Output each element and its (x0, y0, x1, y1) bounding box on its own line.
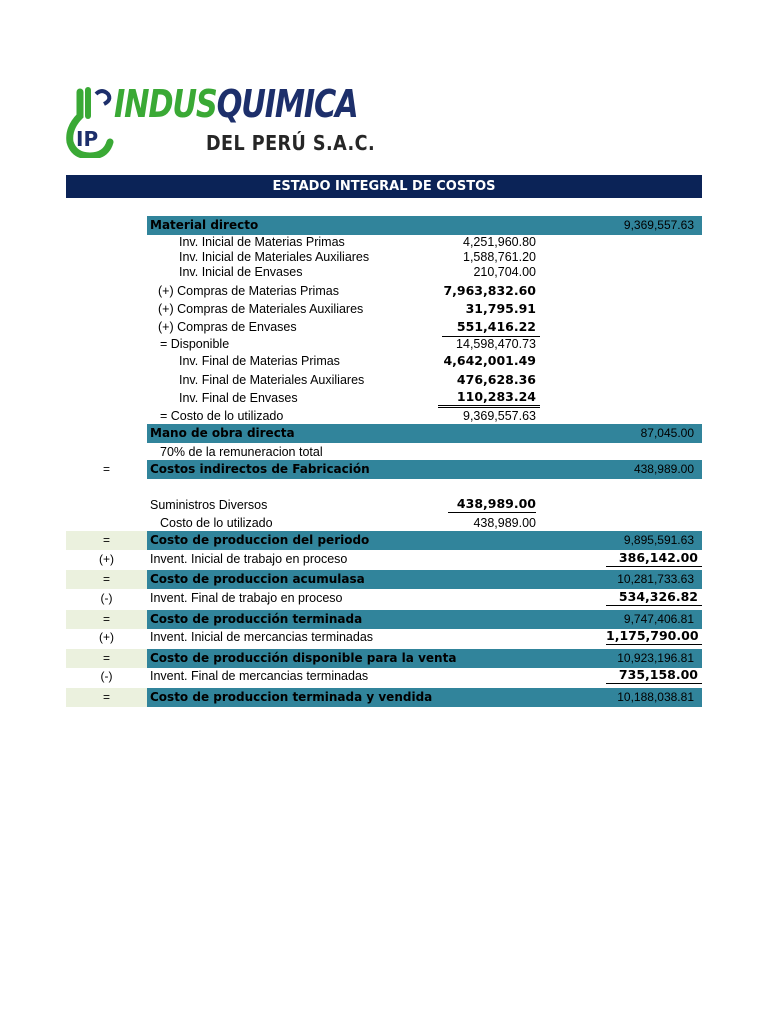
row-label: Invent. Inicial de mercancias terminadas (150, 630, 374, 644)
row-sign: (+) (99, 552, 114, 566)
row-label: Inv. Final de Materias Primas (179, 354, 340, 368)
section-label: Costo de producción terminada (150, 612, 363, 626)
logo-subtitle: DEL PERÚ S.A.C. (206, 131, 376, 155)
row-value: 31,795.91 (465, 301, 536, 316)
row-sign: = (102, 462, 110, 476)
row-value: 9,369,557.63 (463, 409, 536, 423)
row-sign: = (66, 570, 147, 589)
flask-monogram-icon (64, 86, 114, 158)
section-total: 10,923,196.81 (617, 651, 694, 665)
company-logo (64, 82, 376, 160)
section-mano-obra (147, 424, 702, 443)
section-costo-terminada (147, 610, 702, 629)
section-costo-acumulado (147, 570, 702, 589)
row-value: 476,628.36 (456, 372, 536, 387)
section-material-directo (147, 216, 702, 235)
row-value: 438,989.00 (473, 516, 536, 530)
row-value: 735,158.00 (606, 667, 702, 684)
row-value: 534,326.82 (606, 589, 702, 606)
section-label: Costo de producción disponible para la venta (150, 651, 457, 665)
row-value: 4,251,960.80 (463, 235, 536, 249)
logo-indus: INDUS (114, 82, 217, 126)
row-sign: (-) (100, 591, 113, 605)
row-value: 551,416.22 (456, 319, 536, 334)
section-total: 9,369,557.63 (623, 218, 694, 232)
report-title: ESTADO INTEGRAL DE COSTOS (66, 175, 702, 198)
row-label: = Costo de lo utilizado (160, 409, 284, 423)
row-value: 110,283.24 (438, 389, 540, 408)
row-sign: (-) (100, 669, 113, 683)
row-value: 14,598,470.73 (456, 337, 536, 351)
section-costo-periodo (147, 531, 702, 550)
section-total: 438,989.00 (633, 462, 694, 476)
row-sign: = (66, 688, 147, 707)
section-cif (147, 460, 702, 479)
row-label: Inv. Inicial de Envases (179, 265, 303, 279)
row-label: Inv. Inicial de Materias Primas (179, 235, 345, 249)
section-total: 9,747,406.81 (623, 612, 694, 626)
row-label: (+) Compras de Materias Primas (158, 284, 339, 298)
logo-quimica: QUIMICA (216, 82, 358, 126)
row-label: Invent. Inicial de trabajo en proceso (150, 552, 348, 566)
row-label: = Disponible (160, 337, 230, 351)
logo-wordmark (114, 82, 357, 126)
section-label: Material directo (150, 218, 259, 232)
row-value: 1,588,761.20 (463, 250, 536, 264)
row-value: 438,989.00 (448, 496, 536, 513)
row-value: 4,642,001.49 (443, 353, 536, 368)
row-value: 210,704.00 (473, 265, 536, 279)
row-sign: = (66, 531, 147, 550)
row-label: Inv. Final de Materiales Auxiliares (179, 373, 365, 387)
row-value: 1,175,790.00 (606, 628, 702, 645)
section-total: 87,045.00 (640, 426, 694, 440)
row-label: Inv. Final de Envases (179, 391, 298, 405)
section-label: Mano de obra directa (150, 426, 295, 440)
row-sign: = (66, 649, 147, 668)
section-label: Costo de produccion terminada y vendida (150, 690, 433, 704)
row-label: (+) Compras de Materiales Auxiliares (158, 302, 364, 316)
row-sign: (+) (99, 630, 114, 644)
section-label: Costos indirectos de Fabricación (150, 462, 370, 476)
row-label: Costo de lo utilizado (160, 516, 273, 530)
section-total: 9,895,591.63 (623, 533, 694, 547)
row-label: (+) Compras de Envases (158, 320, 297, 334)
section-label: Costo de produccion del periodo (150, 533, 370, 547)
row-note: 70% de la remuneracion total (160, 445, 323, 459)
row-value: 7,963,832.60 (443, 283, 536, 298)
section-label: Costo de produccion acumulasa (150, 572, 365, 586)
section-costo-vendida (147, 688, 702, 707)
row-label: Suministros Diversos (150, 498, 268, 512)
section-total: 10,281,733.63 (617, 572, 694, 586)
row-label: Invent. Final de trabajo en proceso (150, 591, 343, 605)
row-label: Inv. Inicial de Materiales Auxiliares (179, 250, 370, 264)
row-sign: = (66, 610, 147, 629)
row-label: Invent. Final de mercancias terminadas (150, 669, 369, 683)
section-costo-disponible-venta (147, 649, 702, 668)
section-total: 10,188,038.81 (617, 690, 694, 704)
row-value: 386,142.00 (606, 550, 702, 567)
logo-monogram: IP (76, 127, 99, 151)
